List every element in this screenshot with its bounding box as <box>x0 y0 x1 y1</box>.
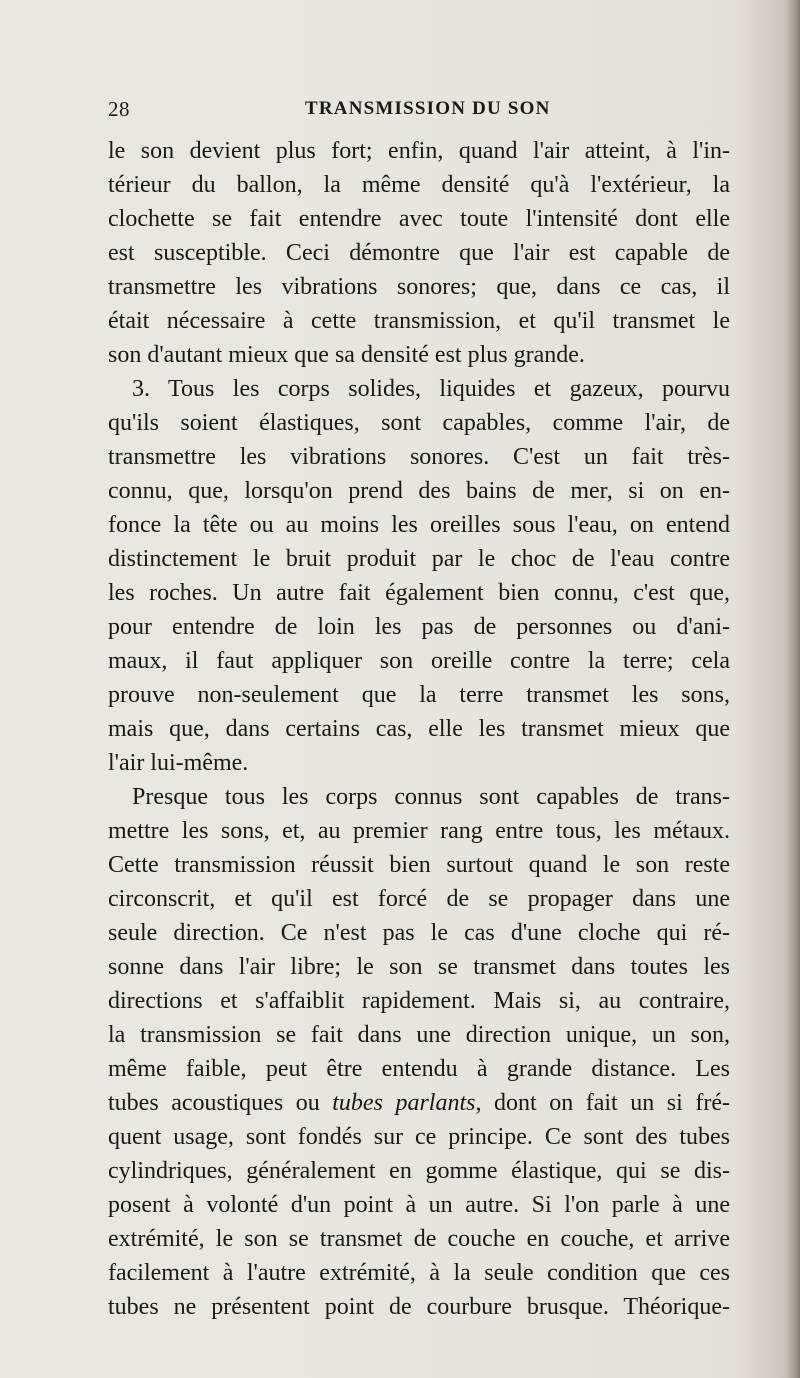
text-line: son d'autant mieux que sa densité est plus grande. <box>108 342 585 368</box>
text-line: pour entendre de loin les pas de personnes ou d'ani- <box>108 614 730 640</box>
text-line: posent à volonté d'un point à un autre. Si l'on parle à une <box>108 1192 730 1218</box>
text-line: prouve non-seulement que la terre transmet les sons, <box>108 682 730 708</box>
paragraph-3-start: 3. Tous les corps solides, liquides et gazeux, pourvu <box>132 376 730 402</box>
text-line: est susceptible. Ceci démontre que l'air est capable de <box>108 240 730 266</box>
text-line: l'air lui-même. <box>108 750 249 776</box>
text-line: seule direction. Ce n'est pas le cas d'une cloche qui ré- <box>108 920 730 946</box>
text-line: directions et s'affaiblit rapidement. Mais si, au contraire, <box>108 988 730 1014</box>
text-line: était nécessaire à cette transmission, et qu'il transmet le <box>108 308 730 334</box>
text-line: facilement à l'autre extrémité, à la seule condition que ces <box>108 1260 730 1286</box>
text-line: quent usage, sont fondés sur ce principe. Ce sont des tubes <box>108 1124 730 1150</box>
text-line: transmettre les vibrations sonores. C'est un fait très- <box>108 444 730 470</box>
text-line: qu'ils soient élastiques, sont capables, comme l'air, de <box>108 410 730 436</box>
text-line: fonce la tête ou au moins les oreilles sous l'eau, on entend <box>108 512 730 538</box>
paragraph-start: Presque tous les corps connus sont capables de trans- <box>132 784 730 810</box>
text-line: Cette transmission réussit bien surtout quand le son reste <box>108 852 730 878</box>
text-line: mettre les sons, et, au premier rang entre tous, les métaux. <box>108 818 730 844</box>
text-line: cylindriques, généralement en gomme élastique, qui se dis- <box>108 1158 730 1184</box>
text-line: les roches. Un autre fait également bien connu, c'est que, <box>108 580 730 606</box>
text-line: la transmission se fait dans une direction unique, un son, <box>108 1022 730 1048</box>
running-title: TRANSMISSION DU SON <box>305 98 551 119</box>
page-header <box>108 97 730 137</box>
text-line: sonne dans l'air libre; le son se transmet dans toutes les <box>108 954 730 980</box>
text-line: extrémité, le son se transmet de couche en couche, et arrive <box>108 1226 730 1252</box>
text-line: circonscrit, et qu'il est forcé de se propager dans une <box>108 886 730 912</box>
page-edge-shadow <box>786 0 800 1378</box>
text-line: térieur du ballon, la même densité qu'à l'extérieur, la <box>108 172 730 198</box>
text-line: même faible, peut être entendu à grande distance. Les <box>108 1056 730 1082</box>
italic-term: tubes parlants <box>332 1090 476 1116</box>
text-line: distinctement le bruit produit par le choc de l'eau contre <box>108 546 730 572</box>
text-fragment: tubes acoustiques ou <box>108 1090 333 1116</box>
text-line: clochette se fait entendre avec toute l'intensité dont elle <box>108 206 730 232</box>
text-line: connu, que, lorsqu'on prend des bains de mer, si on en- <box>108 478 730 504</box>
text-line: transmettre les vibrations sonores; que, dans ce cas, il <box>108 274 730 300</box>
body-text <box>108 134 730 1324</box>
text-line: mais que, dans certains cas, elle les transmet mieux que <box>108 716 730 742</box>
page-number: 28 <box>108 97 130 121</box>
text-fragment: , dont on fait un si fré- <box>475 1090 730 1116</box>
text-line: tubes ne présentent point de courbure brusque. Théorique- <box>108 1294 730 1320</box>
text-line-with-italic <box>108 1086 730 1120</box>
text-line: maux, il faut appliquer son oreille contre la terre; cela <box>108 648 730 674</box>
text-line: le son devient plus fort; enfin, quand l'air atteint, à l'in- <box>108 138 730 164</box>
